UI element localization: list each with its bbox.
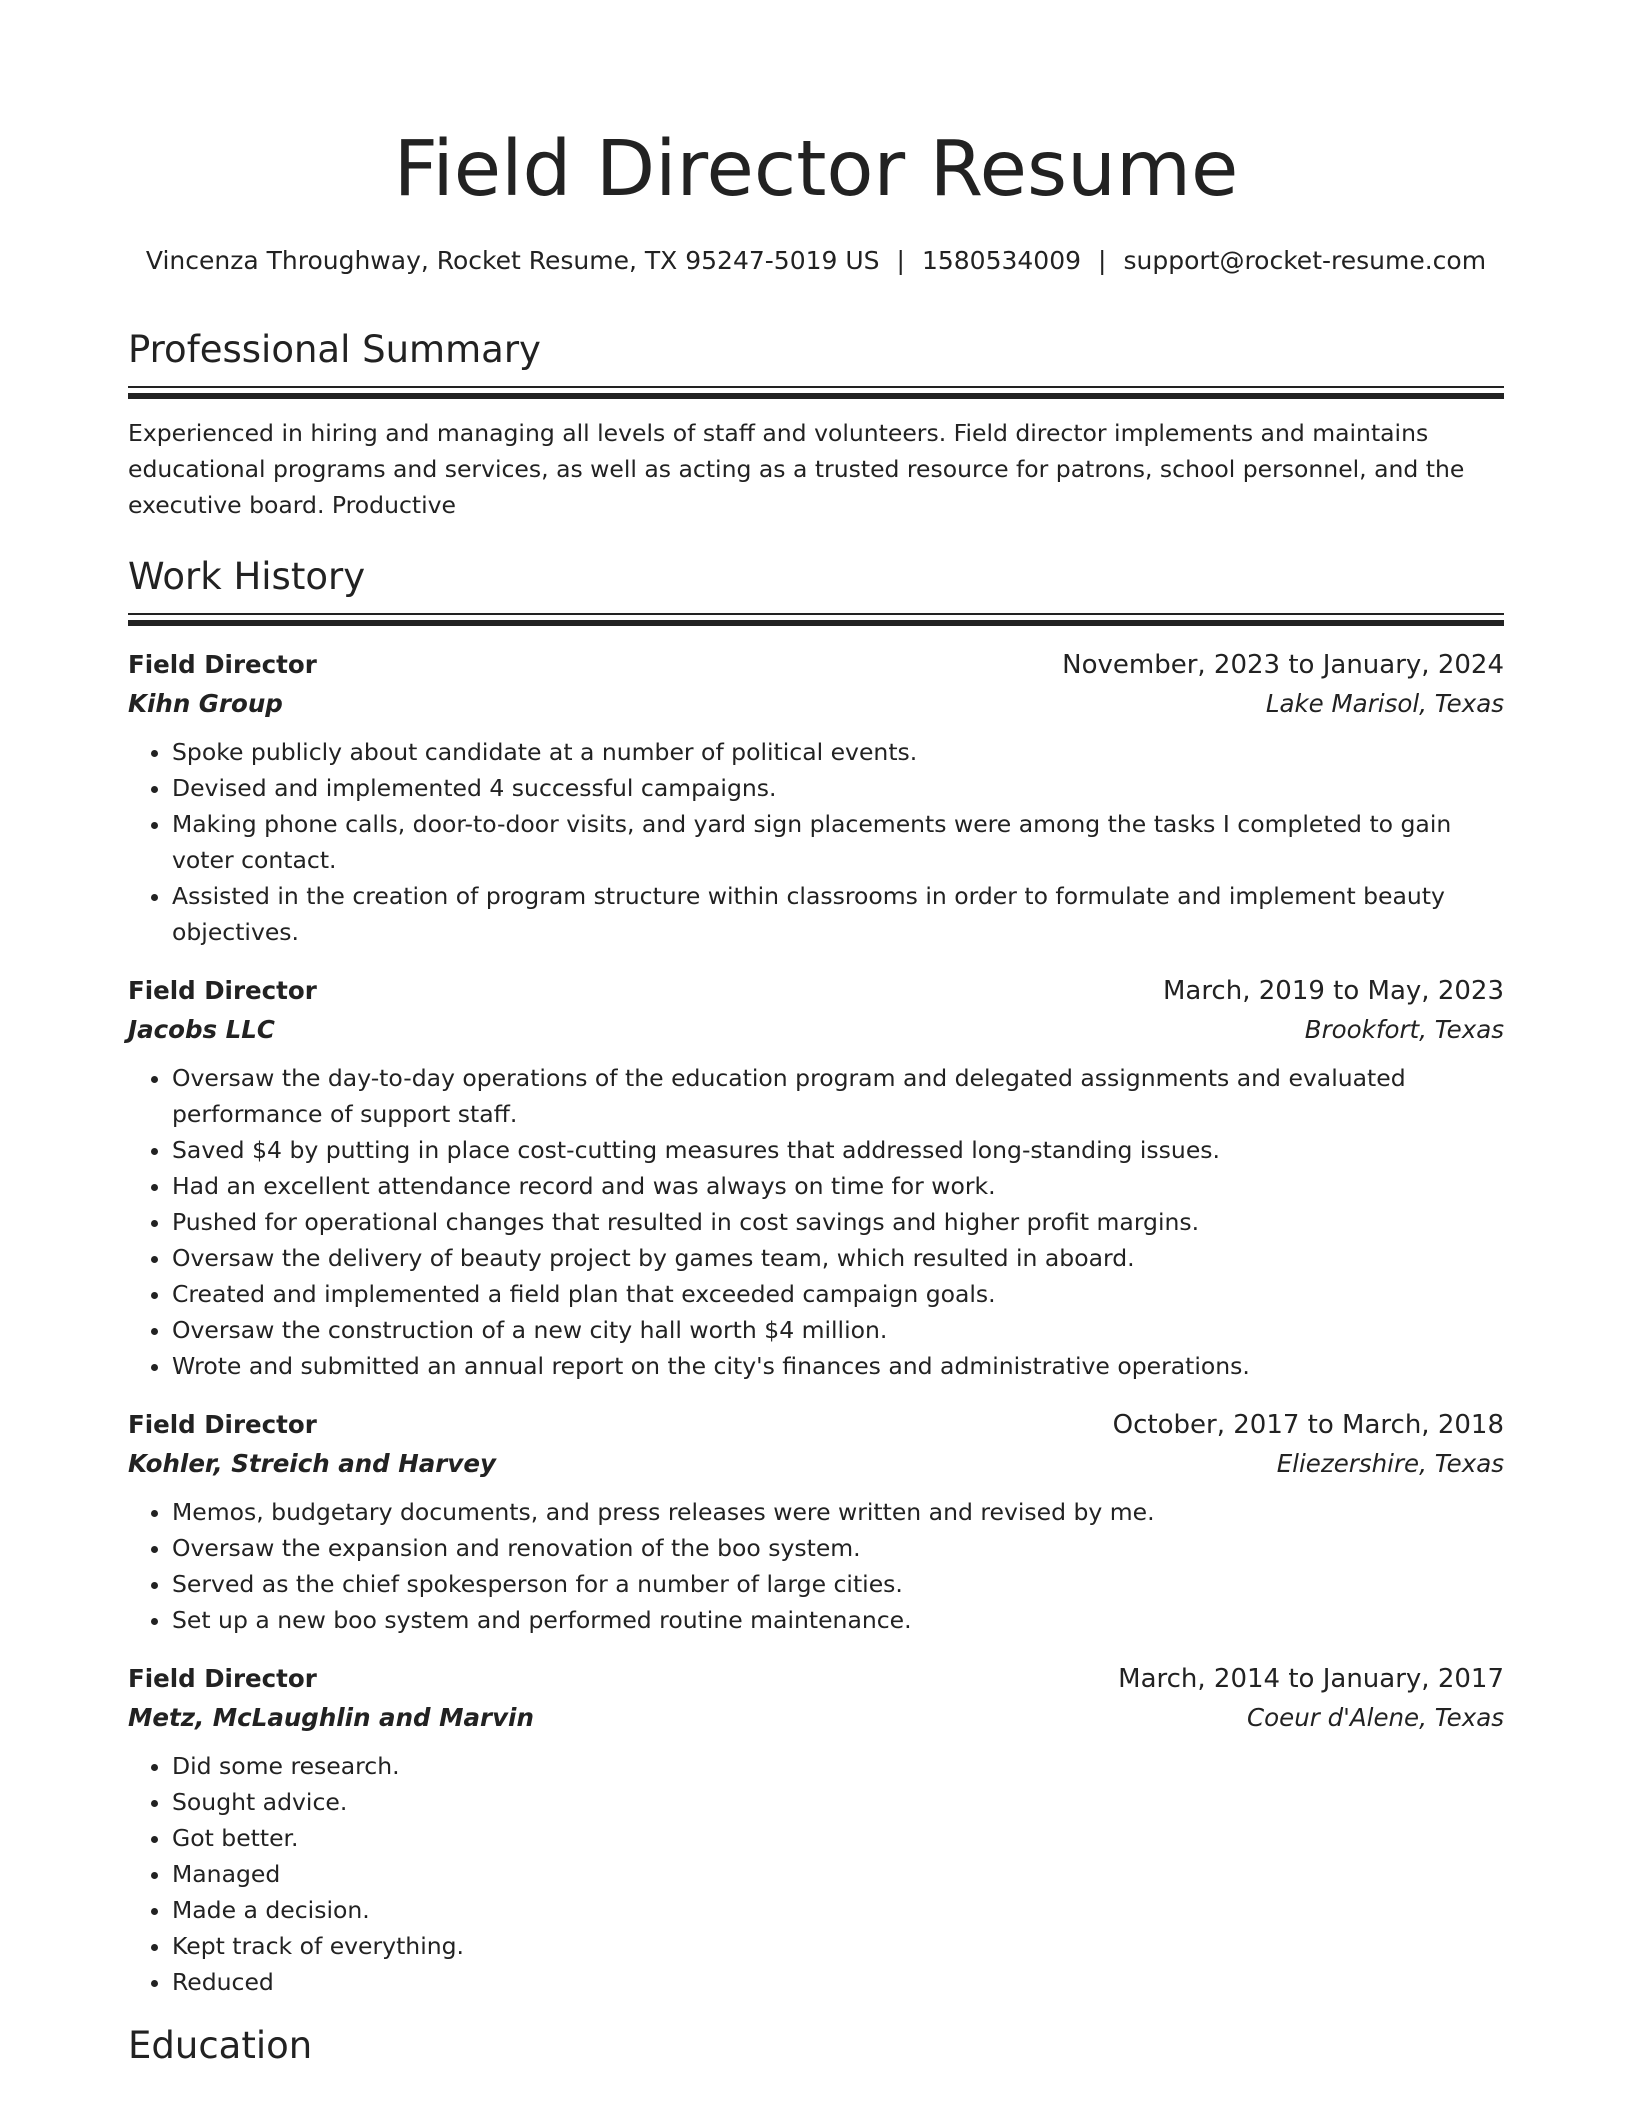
work-history-section (128, 553, 1504, 2000)
job-title: Field Director (128, 650, 317, 679)
summary-text: Experienced in hiring and managing all levels of staff and volunteers. Field director implements and maintains educational programs and services, as well as acting as a trusted resource for patrons, school personnel, and the executive board. Productive (128, 419, 1465, 519)
job-company: Kihn Group (128, 689, 283, 718)
job-dates: October, 2017 to March, 2018 (1112, 1410, 1504, 1440)
contact-separator: | (896, 246, 905, 275)
job-location: Lake Marisol, Texas (1265, 689, 1504, 718)
list-item: • Reduced (172, 1964, 1504, 2000)
job-bullet-list (128, 1494, 1504, 1638)
contact-phone: 1580534009 (921, 246, 1082, 275)
section-divider (128, 613, 1504, 624)
list-item: • Had an excellent attendance record and was always on time for work. (172, 1168, 1504, 1204)
list-item: • Pushed for operational changes that resulted in cost savings and higher profit margins. (172, 1204, 1504, 1240)
job-dates: November, 2023 to January, 2024 (1062, 650, 1504, 680)
list-item: • Managed (172, 1856, 1504, 1892)
list-item: • Making phone calls, door-to-door visits, and yard sign placements were among the tasks I completed to gain voter contact. (172, 806, 1504, 878)
job-company: Metz, McLaughlin and Marvin (128, 1703, 534, 1732)
contact-separator: | (1098, 246, 1107, 275)
job-entry-metz-mclaughlin-marvin (128, 1660, 1504, 2000)
section-heading-education: Education (128, 2024, 313, 2067)
list-item: • Oversaw the day-to-day operations of the education program and delegated assignments and evaluated performance of support staff. (172, 1060, 1504, 1132)
job-title: Field Director (128, 1664, 317, 1693)
job-entry-kihn-group (128, 646, 1504, 950)
list-item: • Spoke publicly about candidate at a number of political events. (172, 734, 1504, 770)
list-item: • Got better. (172, 1820, 1504, 1856)
job-entry-jacobs-llc (128, 972, 1504, 1384)
job-company: Jacobs LLC (128, 1015, 275, 1044)
education-section (128, 2022, 1504, 2070)
section-heading-summary: Professional Summary (128, 328, 541, 371)
job-bullet-list (128, 1060, 1504, 1384)
job-title: Field Director (128, 1410, 317, 1439)
list-item: • Sought advice. (172, 1784, 1504, 1820)
job-location: Eliezershire, Texas (1276, 1449, 1504, 1478)
list-item: • Oversaw the delivery of beauty project by games team, which resulted in aboard. (172, 1240, 1504, 1276)
page-title: Field Director Resume (393, 125, 1239, 214)
section-heading-work-history: Work History (128, 555, 366, 598)
list-item: • Oversaw the construction of a new city hall worth $4 million. (172, 1312, 1504, 1348)
contact-line (128, 244, 1504, 278)
list-item: • Devised and implemented 4 successful campaigns. (172, 770, 1504, 806)
job-dates: March, 2014 to January, 2017 (1118, 1664, 1504, 1694)
contact-email: support@rocket-resume.com (1123, 246, 1487, 275)
contact-address: Vincenza Throughway, Rocket Resume, TX 95247-5019 US (145, 246, 880, 275)
job-location: Brookfort, Texas (1304, 1015, 1504, 1044)
job-dates: March, 2019 to May, 2023 (1162, 976, 1504, 1006)
list-item: • Did some research. (172, 1748, 1504, 1784)
list-item: • Memos, budgetary documents, and press releases were written and revised by me. (172, 1494, 1504, 1530)
job-company: Kohler, Streich and Harvey (128, 1449, 496, 1478)
list-item: • Wrote and submitted an annual report on the city's finances and administrative operations. (172, 1348, 1504, 1384)
professional-summary-section (128, 326, 1504, 523)
job-entry-kohler-streich-harvey (128, 1406, 1504, 1638)
job-bullet-list (128, 1748, 1504, 2000)
list-item: • Saved $4 by putting in place cost-cutting measures that addressed long-standing issues. (172, 1132, 1504, 1168)
section-divider (128, 386, 1504, 397)
list-item: • Kept track of everything. (172, 1928, 1504, 1964)
list-item: • Created and implemented a field plan that exceeded campaign goals. (172, 1276, 1504, 1312)
list-item: • Assisted in the creation of program structure within classrooms in order to formulate and implement beauty objectives. (172, 878, 1504, 950)
job-title: Field Director (128, 976, 317, 1005)
job-bullet-list (128, 734, 1504, 950)
list-item: • Made a decision. (172, 1892, 1504, 1928)
resume-page (128, 0, 1504, 2070)
list-item: • Oversaw the expansion and renovation of the boo system. (172, 1530, 1504, 1566)
list-item: • Set up a new boo system and performed routine maintenance. (172, 1602, 1504, 1638)
job-location: Coeur d'Alene, Texas (1247, 1703, 1504, 1732)
list-item: • Served as the chief spokesperson for a number of large cities. (172, 1566, 1504, 1602)
